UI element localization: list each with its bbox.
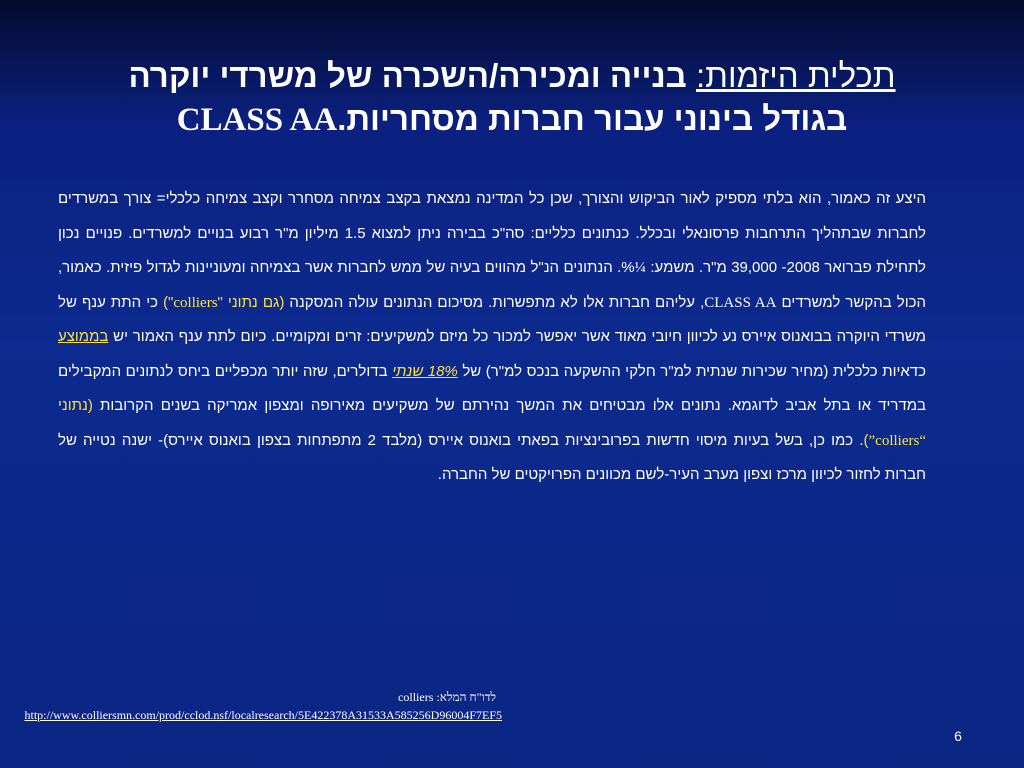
colliers-name: colliers (173, 294, 218, 311)
title-class-aa: CLASS AA (176, 102, 338, 138)
body-paragraph (58, 182, 926, 493)
footer-label-line (18, 688, 502, 706)
colliers-note-open: (גם נתוני " (217, 293, 285, 311)
title-prefix: תכלית היזמות: (695, 57, 896, 94)
title-line-2 (40, 97, 984, 142)
body-text-5: כדאיות כלכלית (מחיר שכירות שנתית למ"ר חלקי ההשקעה בנכס למ"ר) של (462, 362, 926, 380)
body-text-6: בדולרים, שזה יותר מכפליים ביחס לנתונים המקבילים במדריד או בתל אביב לדוגמא. נתונים אלו מבטיחים את המשך נהירתם של משקיעים מאירופה ומצפון אמריקה בשנים הקרובות (58, 362, 927, 414)
quarter-fraction: ¼ (634, 260, 646, 276)
title-line-2-text: בגודל בינוני עבור חברות מסחריות. (337, 100, 848, 137)
body-text-1: היצע זה כאמור, הוא בלתי מספיק לאור הביקוש והצורך, שכן כל המדינה נמצאת בקצב צמיחה מסחרר וקצב צמיחה כלכלי= צורך במשרדים לחברות שבתהליך התרחבות פרסונאלי ובכלל. כנתונים כלליים: סה"כ בבירה ניתן למצוא 1.5 מיליון מ"ר רבוע בנויים למשרדים. פנויים נכון לתחילת פברואר 2008- 39,000 מ"ר. משמע: (58, 190, 927, 276)
colliers-data-open: (נתוני (58, 397, 93, 414)
slide-title (40, 54, 984, 142)
body-text-4: כי התת ענף של משרדי היוקרה בבואנוס איירס נע לכיוון חיובי מאוד אשר יאפשר למכור כל מיזם למשקיעים: זרים ומקומיים. כיום לתת ענף האמור יש (58, 293, 926, 345)
body-text-2: %. הנתונים הנ"ל מהווים בעיה של ממש לחברות אשר בצמיחה ומעוניינות לגדול פיזית. כאמור, הכול בהקשר למשרדים (58, 259, 926, 311)
footer-label: לדו"ח המלא: (436, 690, 496, 704)
footer-source-name: colliers (398, 690, 434, 704)
colliers-data-name: “colliers” (868, 432, 926, 449)
body-text-3: , עליהם חברות אלו לא מתפשרות. מסיכום הנתונים עולה המסקנה (289, 293, 705, 311)
title-line-1 (40, 54, 984, 97)
class-aa-term: CLASS AA (704, 294, 777, 311)
footer-source (18, 688, 502, 724)
body-text-7: . כמו כן, בשל בעיות מיסוי חדשות בפרובינציות בפאתי בואנוס איירס (מלבד 2 מתפתחות בצפון בואנוס איירס)- ישנה נטייה של חברות לחזור לכיוון מרכז וצפון מערב העיר-לשם מכוונים הפרויקטים של החברה. (58, 431, 926, 483)
average-emphasis: בממוצע (58, 328, 109, 345)
source-link[interactable]: http://www.colliersmn.com/prod/cclod.nsf/localresearch/5E422378A31533A585256D96004F7EF5 (24, 708, 502, 722)
page-number: 6 (954, 728, 962, 744)
colliers-data-close: ) (863, 431, 869, 449)
colliers-note-close: ") (163, 293, 174, 311)
title-line-1-text: בנייה ומכירה/השכרה של משרדי יוקרה (128, 57, 696, 94)
annual-yield-highlight: 18% שנתי (392, 362, 458, 380)
